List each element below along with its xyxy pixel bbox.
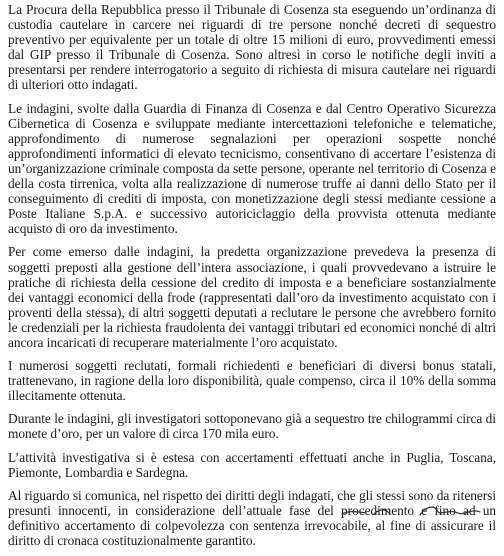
signature-mark <box>340 500 490 516</box>
paragraph-investigation: Le indagini, svolte dalla Guardia di Finanza di Cosenza e dal Centro Operativo Sicurezza Cibernetica di Cosenza e sviluppate mediante intercettazioni telefoniche e telematiche, approfondimento di numerose segnalazioni per operazioni sospette nonché approfondimenti informatici di elevato tecnicismo, consentivano di accertare l’esistenza di un’organizzazione criminale composta da sette persone, operante nel territorio di Cosenza e della costa tirrenica, volta alla realizzazione di numerose truffe ai danni dello Stato per il conseguimento di crediti di imposta, con monetizzazione degli stessi mediante cessione a Poste Italiane S.p.A. e successivo autoriciclaggio della provvista ottenuta mediante acquisto di oro da investimento. <box>8 100 496 237</box>
paragraph-intro: La Procura della Repubblica presso il Tribunale di Cosenza sta eseguendo un’ordinanza di custodia cautelare in carcere nei riguardi di tre persone nonché decreti di sequestro preventivo per equivalente per un totale di oltre 15 milioni di euro, provvedimenti emessi dal GIP presso il Tribunale di Cosenza. Sono altresì in corso le notifiche degli inviti a presentarsi per rendere interrogatorio a seguito di richiesta di misura cautelare nei riguardi di ulteriori otto indagati. <box>8 2 496 93</box>
paragraph-seizure: Durante le indagini, gli investigatori sottoponevano già a sequestro tre chilogrammi circa di monete d’oro, per un valore di circa 170 mila euro. <box>8 411 496 442</box>
paragraph-presumption: Al riguardo si comunica, nel rispetto dei diritti degli indagati, che gli stessi sono da ritenersi presunti innocenti, in considerazione dell’attuale fase del procedimento e fino ad un definitivo accertamento di colpevolezza con sentenza irrevocabile, al fine di assicurare il diritto di cronaca costituzionalmente garantito. <box>8 487 496 548</box>
paragraph-recruits: I numerosi soggetti reclutati, formali richiedenti e beneficiari di diversi bonus statali, trattenevano, in ragione della loro disponibilità, quale compenso, circa il 10% della somma illecitamente ottenuta. <box>8 358 496 404</box>
paragraph-organization: Per come emerso dalle indagini, la predetta organizzazione prevedeva la presenza di soggetti preposti alla gestione dell’intera associazione, i quali provvedevano a istruire le pratiche di richiesta della cessione del credito di imposta e a beneficiare sostanzialmente dei vantaggi economici della frode (rappresentati dall’oro da investimento acquistato con i proventi della stessa), di altri soggetti deputati a reclutare le persone che avrebbero fornito le credenziali per la richiesta fraudolenta dei vantaggi tributari ed economici nonché di altri ancora incaricati di recuperare materialmente l’oro acquistato. <box>8 244 496 350</box>
document-body <box>8 2 496 556</box>
paragraph-regions: L’attività investigativa si è estesa con accertamenti effettuati anche in Puglia, Toscana, Piemonte, Lombardia e Sardegna. <box>8 449 496 480</box>
